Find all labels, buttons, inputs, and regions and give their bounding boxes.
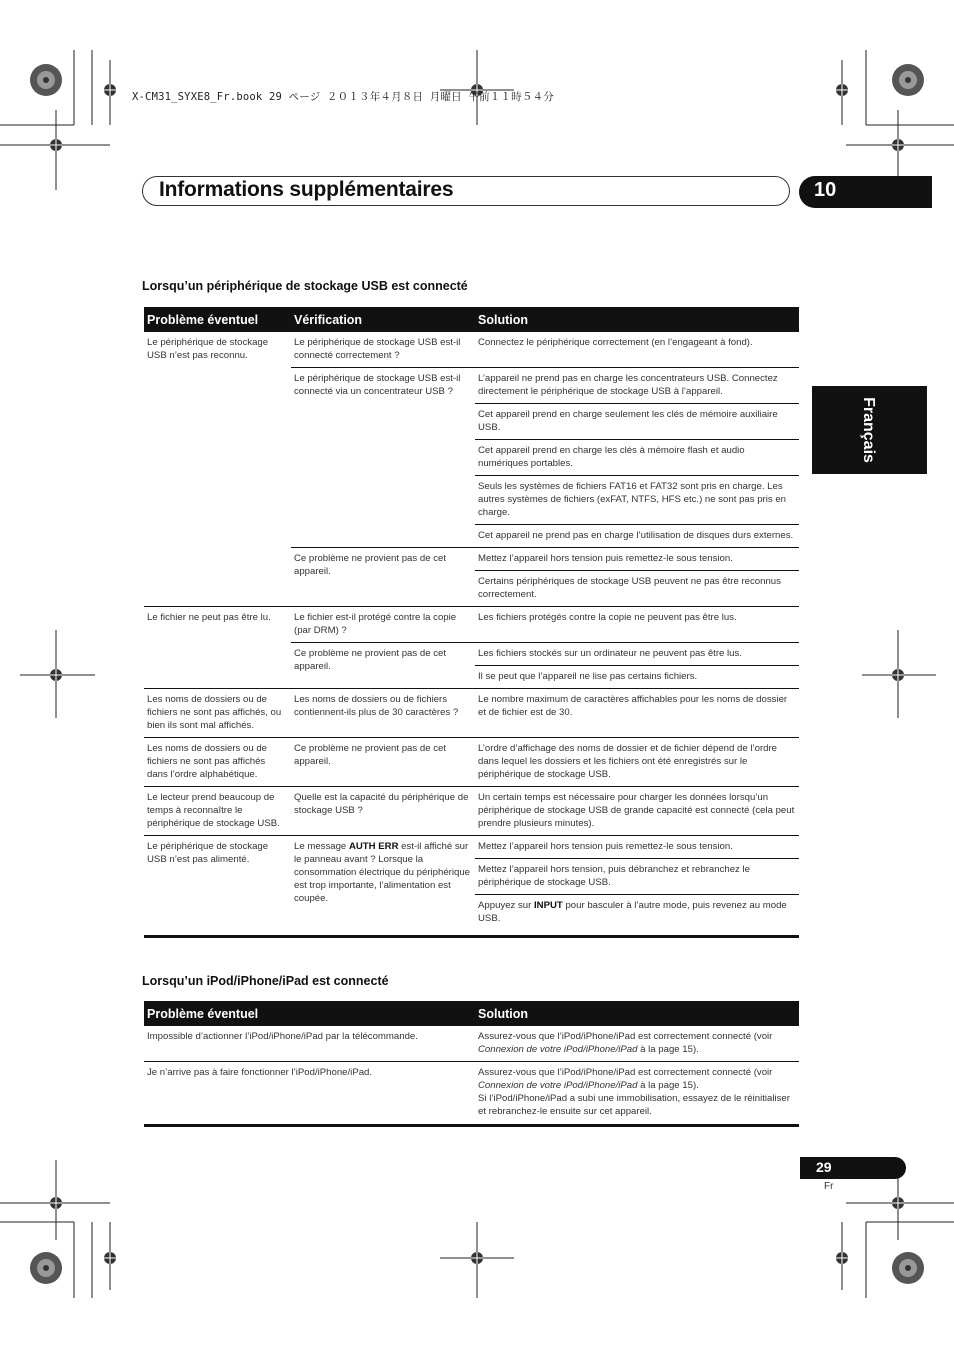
solution-cell: Cet appareil prend en charge seulement les clés de mémoire auxiliaire USB. (475, 404, 799, 440)
solution-text: à la page 15). (637, 1044, 699, 1055)
cross-reference: Connexion de votre iPod/iPhone/iPad (478, 1080, 638, 1091)
cross-reference: Connexion de votre iPod/iPhone/iPad (478, 1044, 638, 1055)
solution-cell: L’ordre d’affichage des noms de dossier et de fichier dépend de l’ordre dans lequel les dossiers et les fichiers ont été enregistrés sur le périphérique de stockage USB. (475, 738, 799, 787)
usb-troubleshooting-table (144, 307, 799, 938)
check-cell: Le périphérique de stockage USB est-il connecté correctement ? (294, 337, 461, 361)
solution-cell: Les fichiers protégés contre la copie ne peuvent pas être lus. (475, 607, 799, 643)
solution-text: à la page 15). (637, 1080, 699, 1091)
solution-cell: Certains périphériques de stockage USB peuvent ne pas être reconnus correctement. (475, 571, 799, 607)
column-header-check: Vérification (291, 307, 475, 332)
check-cell: Quelle est la capacité du périphérique de stockage USB ? (291, 787, 475, 836)
table-row (144, 836, 799, 859)
solution-cell: Il se peut que l’appareil ne lise pas certains fichiers. (475, 666, 799, 689)
solution-cell: Mettez l’appareil hors tension, puis débranchez et rebranchez le périphérique de stockage USB. (475, 859, 799, 895)
column-header-solution: Solution (475, 307, 799, 332)
language-tab (812, 386, 927, 474)
table-row (144, 787, 799, 836)
table-row (144, 738, 799, 787)
table-row (144, 607, 799, 643)
solution-cell (475, 1026, 799, 1062)
table-header-row (144, 307, 799, 332)
solution-cell (475, 895, 799, 937)
ipod-troubleshooting-table (144, 1001, 799, 1127)
chapter-title-bar (142, 176, 790, 206)
page-language-code: Fr (824, 1181, 834, 1192)
solution-text: Assurez-vous que l’iPod/iPhone/iPad est correctement connecté (voir (478, 1031, 773, 1042)
solution-text: pour basculer à l’autre mode, puis revenez au mode USB. (478, 900, 787, 924)
solution-cell: Cet appareil ne prend pas en charge l’utilisation de disques durs externes. (475, 525, 799, 548)
usb-section-heading: Lorsqu’un périphérique de stockage USB est connecté (142, 279, 468, 293)
check-text: Le message (294, 841, 349, 852)
check-cell: Ce problème ne provient pas de cet appareil. (291, 548, 475, 607)
solution-cell: Seuls les systèmes de fichiers FAT16 et FAT32 sont pris en charge. Les autres systèmes de fichiers (exFAT, NTFS, HFS etc.) ne sont pas pris en charge. (475, 476, 799, 525)
display-message-code: AUTH ERR (348, 841, 399, 852)
column-header-solution: Solution (475, 1001, 799, 1026)
check-text: est-il affiché sur le panneau avant ? Lorsque la consommation électrique du périphérique est trop importante, l’alimentation est coupée. (294, 841, 470, 904)
page-number-badge (800, 1157, 906, 1179)
chapter-number-badge (799, 176, 932, 208)
table-row (144, 1062, 799, 1126)
problem-cell: Le fichier ne peut pas être lu. (144, 607, 291, 689)
page-title: Informations supplémentaires (159, 178, 454, 201)
solution-cell: Cet appareil prend en charge les clés à mémoire flash et audio numériques portables. (475, 440, 799, 476)
table-row (144, 1026, 799, 1062)
page-number: 29 (816, 1159, 832, 1175)
table-row (144, 332, 799, 368)
problem-cell: Je n’arrive pas à faire fonctionner l’iPod/iPhone/iPad. (144, 1062, 475, 1126)
solution-cell: Le nombre maximum de caractères affichables pour les noms de dossier et de fichier est de 30. (475, 689, 799, 738)
print-header: X-CM31_SYXE8_Fr.book 29 ページ ２０１３年４月８日 月曜日 午前１１時５４分 (132, 91, 554, 103)
problem-cell: Impossible d’actionner l’iPod/iPhone/iPad par la télécommande. (147, 1031, 418, 1042)
check-cell: Les noms de dossiers ou de fichiers contiennent-ils plus de 30 caractères ? (291, 689, 475, 738)
check-cell: Ce problème ne provient pas de cet appareil. (291, 643, 475, 689)
solution-cell: L’appareil ne prend pas en charge les concentrateurs USB. Connectez directement le périphérique de stockage USB à l’appareil. (475, 368, 799, 404)
check-cell (291, 836, 475, 937)
language-tab-label: Français (860, 397, 877, 463)
chapter-number: 10 (814, 179, 837, 201)
solution-cell: Connectez le périphérique correctement (en l’engageant à fond). (478, 337, 753, 348)
problem-cell: Le périphérique de stockage USB n’est pas reconnu. (147, 337, 269, 361)
table-header-row (144, 1001, 799, 1026)
check-cell: Le périphérique de stockage USB est-il connecté via un concentrateur USB ? (291, 368, 475, 548)
column-header-problem: Problème éventuel (144, 307, 291, 332)
solution-cell: Mettez l’appareil hors tension puis remettez-le sous tension. (475, 548, 799, 571)
column-header-problem: Problème éventuel (144, 1001, 475, 1026)
table-row (144, 689, 799, 738)
solution-text: Appuyez sur (478, 900, 534, 911)
check-cell: Ce problème ne provient pas de cet appareil. (291, 738, 475, 787)
solution-cell: Les fichiers stockés sur un ordinateur ne peuvent pas être lus. (475, 643, 799, 666)
problem-cell: Le périphérique de stockage USB n’est pas alimenté. (144, 836, 291, 937)
input-key-label: INPUT (534, 900, 563, 911)
solution-cell: Mettez l’appareil hors tension puis remettez-le sous tension. (475, 836, 799, 859)
solution-text: Assurez-vous que l’iPod/iPhone/iPad est correctement connecté (voir (478, 1067, 773, 1078)
check-cell: Le fichier est-il protégé contre la copie (par DRM) ? (291, 607, 475, 643)
solution-cell (475, 1062, 799, 1126)
solution-cell: Un certain temps est nécessaire pour charger les données lorsqu’un périphérique de stockage USB de grande capacité est connecté (cela peut prendre plusieurs minutes). (475, 787, 799, 836)
ipod-section-heading: Lorsqu’un iPod/iPhone/iPad est connecté (142, 974, 389, 988)
problem-cell: Les noms de dossiers ou de fichiers ne sont pas affichés dans l’ordre alphabétique. (144, 738, 291, 787)
problem-cell: Les noms de dossiers ou de fichiers ne sont pas affichés, ou bien ils sont mal affichés. (144, 689, 291, 738)
problem-cell: Le lecteur prend beaucoup de temps à reconnaître le périphérique de stockage USB. (144, 787, 291, 836)
solution-text: Si l’iPod/iPhone/iPad a subi une immobilisation, essayez de le réinitialiser et rebranchez-le ensuite sur cet appareil. (478, 1093, 790, 1117)
